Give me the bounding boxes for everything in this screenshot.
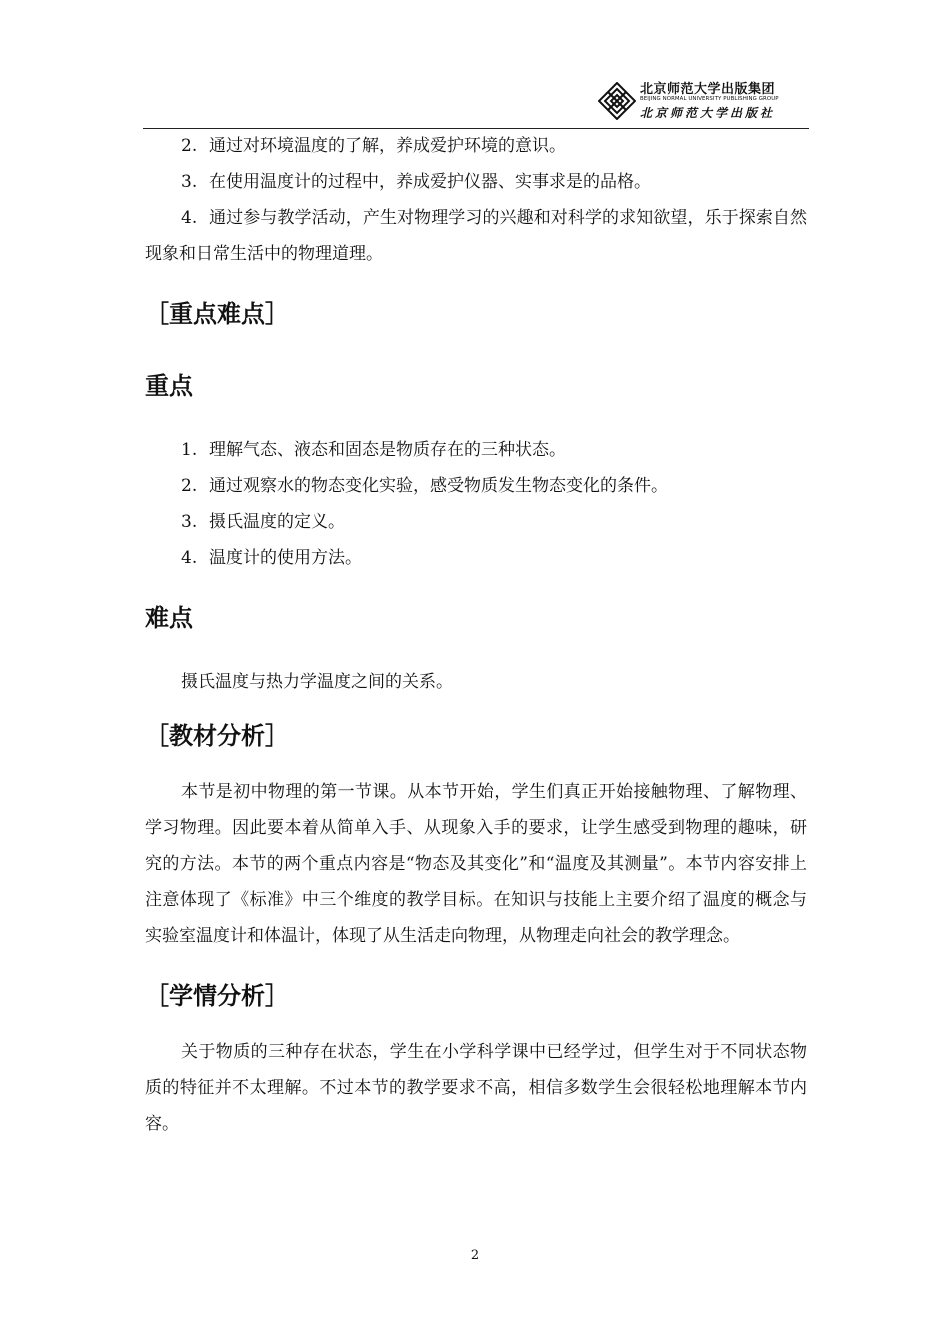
textbook-analysis-text: 本节是初中物理的第一节课。从本节开始，学生们真正开始接触物理、了解物理、学习物理。因此要本着从简单入手、从现象入手的要求，让学生感受到物理的趣味，研究的方法。本节的两个重点内容是“物态及其变化”和“温度及其测量”。本节内容安排上注意体现了《标准》中三个维度的教学目标。在知识与技能上主要介绍了温度的概念与实验室温度计和体温计，体现了从生活走向物理，从物理走向社会的教学理念。 (145, 782, 807, 946)
goal-item: 2. 通过对环境温度的了解，养成爱护环境的意识。 (181, 136, 566, 156)
publisher-press-name: 北京师范大学出版社 (640, 106, 776, 120)
subsection-title-key: 重点 (145, 372, 193, 400)
page-number: 2 (470, 1248, 480, 1263)
key-item: 1. 理解气态、液态和固态是物质存在的三种状态。 (181, 440, 566, 460)
subsection-title-difficult: 难点 (145, 604, 193, 632)
student-analysis-text: 关于物质的三种存在状态，学生在小学科学课中已经学过，但学生对于不同状态物质的特征并不太理解。不过本节的教学要求不高，相信多数学生会很轻松地理解本节内容。 (145, 1042, 807, 1134)
key-item: 2. 通过观察水的物态变化实验，感受物质发生物态变化的条件。 (181, 476, 668, 496)
publisher-name-zh: 北京师范大学出版集团 (640, 82, 776, 97)
page-content (145, 128, 807, 1142)
goal-item: 4. 通过参与教学活动，产生对物理学习的兴趣和对科学的求知欲望，乐于探索自然现象和日常生活中的物理道理。 (145, 208, 807, 264)
difficult-text: 摄氏温度与热力学温度之间的关系。 (181, 672, 453, 692)
section-title-students: ［学情分析］ (145, 982, 289, 1010)
section-title-key-difficult: ［重点难点］ (145, 300, 289, 328)
key-item: 3. 摄氏温度的定义。 (181, 512, 345, 532)
diamond-lattice-logo-icon (598, 82, 636, 120)
publisher-logo (598, 78, 808, 122)
key-item: 4. 温度计的使用方法。 (181, 548, 362, 568)
goal-item: 3. 在使用温度计的过程中，养成爱护仪器、实事求是的品格。 (181, 172, 651, 192)
publisher-name-en: BEIJING NORMAL UNIVERSITY PUBLISHING GROUP (640, 96, 779, 102)
section-title-textbook: ［教材分析］ (145, 722, 289, 750)
